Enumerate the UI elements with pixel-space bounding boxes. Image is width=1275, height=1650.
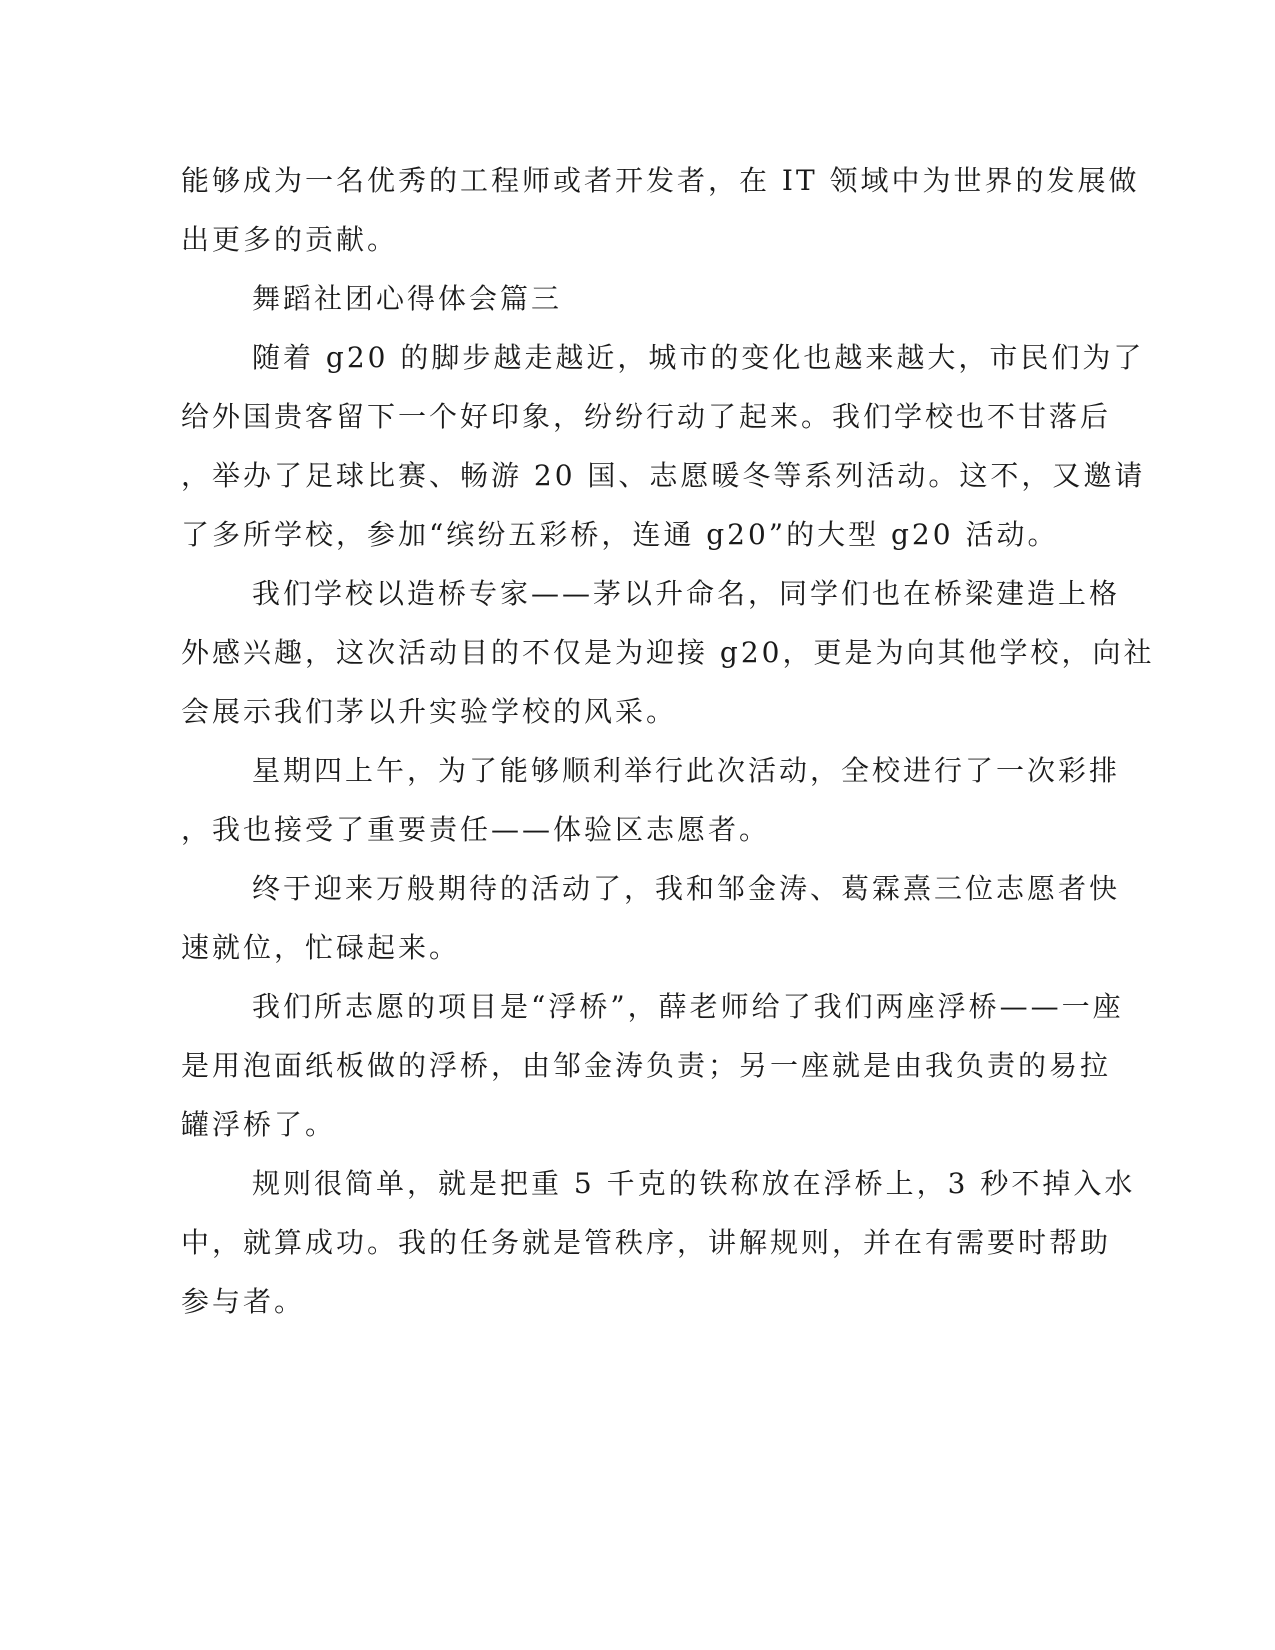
body-text-line: 了多所学校，参加“缤纷五彩桥，连通 g20”的大型 g20 活动。: [181, 518, 1059, 551]
body-text-line: 我们学校以造桥专家——茅以升命名，同学们也在桥梁建造上格: [252, 577, 1121, 610]
section-heading: 舞蹈社团心得体会篇三: [252, 282, 563, 315]
body-text-line: 星期四上午，为了能够顺利举行此次活动，全校进行了一次彩排: [252, 754, 1121, 787]
body-text-line: ，我也接受了重要责任——体验区志愿者。: [181, 813, 771, 846]
body-text-line: 会展示我们茅以升实验学校的风采。: [181, 695, 678, 728]
body-text-line: 参与者。: [181, 1285, 306, 1318]
body-text-line: 规则很简单，就是把重 5 千克的铁称放在浮桥上，3 秒不掉入水: [252, 1167, 1136, 1200]
body-text-line: 我们所志愿的项目是“浮桥”，薛老师给了我们两座浮桥——一座: [252, 990, 1124, 1023]
body-text-line: 终于迎来万般期待的活动了，我和邹金涛、葛霖熹三位志愿者快: [252, 872, 1121, 905]
body-text-line: 速就位，忙碌起来。: [181, 931, 461, 964]
body-text-line: 是用泡面纸板做的浮桥，由邹金涛负责；另一座就是由我负责的易拉: [181, 1049, 1112, 1082]
body-text-line: 罐浮桥了。: [181, 1108, 337, 1141]
body-text-line: 中，就算成功。我的任务就是管秩序，讲解规则，并在有需要时帮助: [181, 1226, 1112, 1259]
body-text-line: 外感兴趣，这次活动目的不仅是为迎接 g20，更是为向其他学校，向社: [181, 636, 1155, 669]
body-text-line: 能够成为一名优秀的工程师或者开发者，在 IT 领域中为世界的发展做: [181, 164, 1140, 197]
body-text-line: 随着 g20 的脚步越走越近，城市的变化也越来越大，市民们为了: [252, 341, 1145, 374]
body-text-line: 出更多的贡献。: [181, 223, 399, 256]
body-text-line: ，举办了足球比赛、畅游 20 国、志愿暖冬等系列活动。这不，又邀请: [181, 459, 1146, 492]
body-text-line: 给外国贵客留下一个好印象，纷纷行动了起来。我们学校也不甘落后: [181, 400, 1112, 433]
